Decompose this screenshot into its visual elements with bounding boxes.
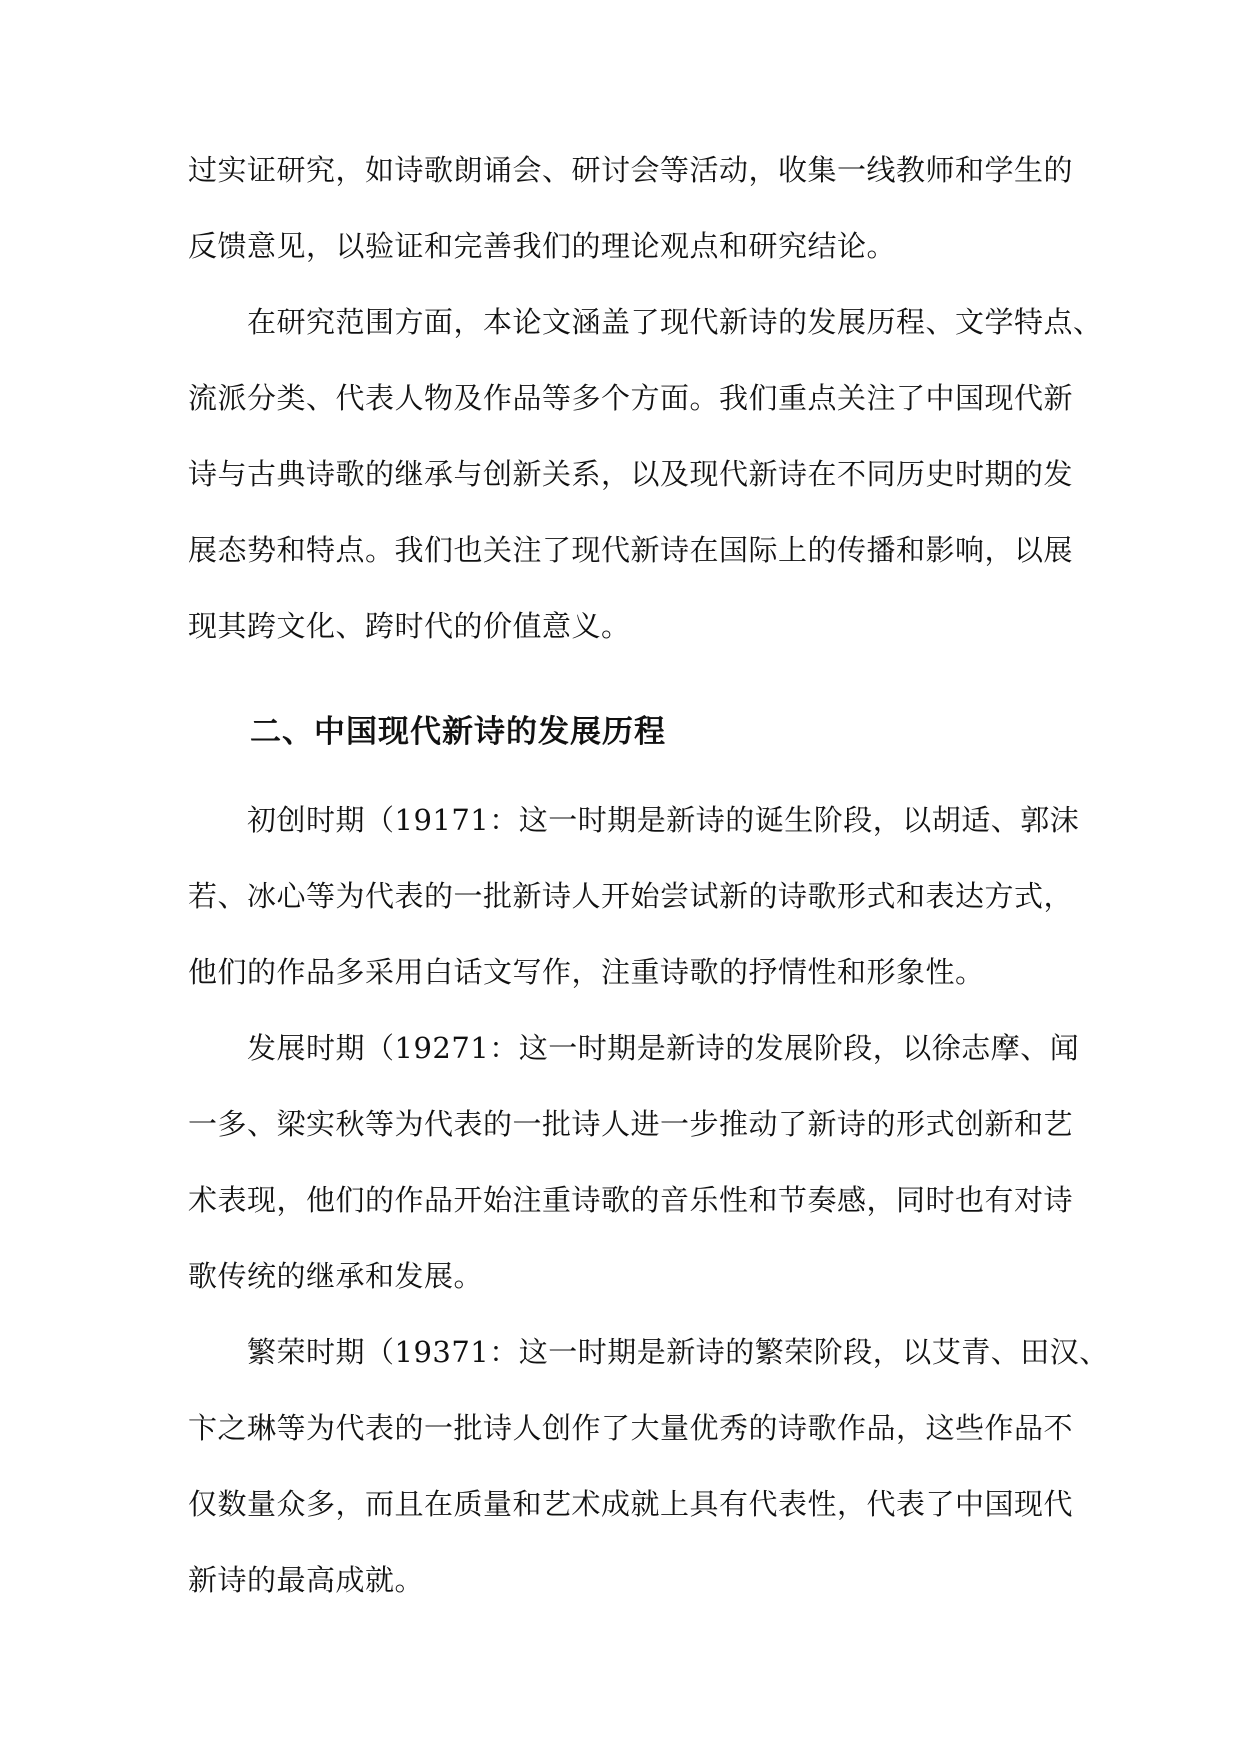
paragraph-line: 他们的作品多采用白话文写作，注重诗歌的抒情性和形象性。 [188, 955, 985, 989]
paragraph-line: 发展时期（19271：这一时期是新诗的发展阶段，以徐志摩、闻 [247, 1031, 1080, 1065]
paragraph-line: 若、冰心等为代表的一批新诗人开始尝试新的诗歌形式和表达方式， [188, 879, 1074, 913]
section-heading: 二、中国现代新诗的发展历程 [250, 714, 666, 750]
paragraph-line: 流派分类、代表人物及作品等多个方面。我们重点关注了中国现代新 [188, 381, 1074, 415]
paragraph-line: 繁荣时期（19371：这一时期是新诗的繁荣阶段，以艾青、田汉、 [247, 1335, 1109, 1369]
paragraph-line: 诗与古典诗歌的继承与创新关系，以及现代新诗在不同历史时期的发 [188, 457, 1074, 491]
paragraph-line: 展态势和特点。我们也关注了现代新诗在国际上的传播和影响，以展 [188, 533, 1074, 567]
paragraph-line: 仅数量众多，而且在质量和艺术成就上具有代表性，代表了中国现代 [188, 1487, 1074, 1521]
paragraph-line: 初创时期（19171：这一时期是新诗的诞生阶段，以胡适、郭沫 [247, 803, 1080, 837]
paragraph-line: 反馈意见，以验证和完善我们的理论观点和研究结论。 [188, 229, 897, 263]
paragraph-line: 过实证研究，如诗歌朗诵会、研讨会等活动，收集一线教师和学生的 [188, 153, 1074, 187]
paragraph-line: 歌传统的继承和发展。 [188, 1259, 484, 1293]
paragraph-line: 现其跨文化、跨时代的价值意义。 [188, 609, 631, 643]
paragraph-line: 新诗的最高成就。 [188, 1563, 425, 1597]
paragraph-line: 在研究范围方面，本论文涵盖了现代新诗的发展历程、文学特点、 [247, 305, 1103, 339]
paragraph-line: 卞之琳等为代表的一批诗人创作了大量优秀的诗歌作品，这些作品不 [188, 1411, 1074, 1445]
paragraph-line: 一多、梁实秋等为代表的一批诗人进一步推动了新诗的形式创新和艺 [188, 1107, 1074, 1141]
paragraph-line: 术表现，他们的作品开始注重诗歌的音乐性和节奏感，同时也有对诗 [188, 1183, 1074, 1217]
